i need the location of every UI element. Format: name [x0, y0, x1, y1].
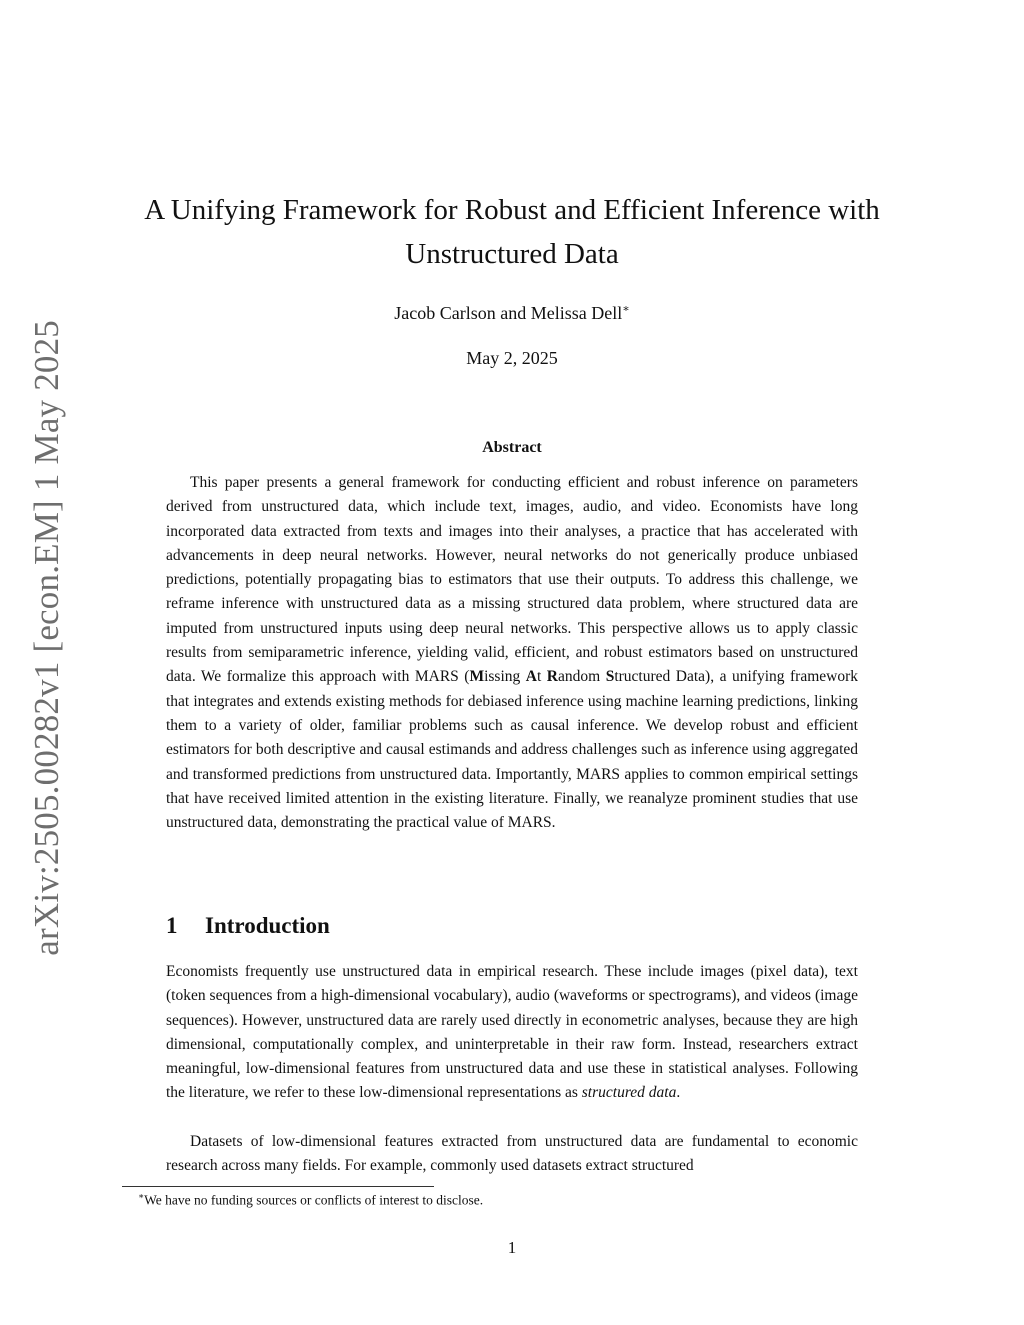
intro-paragraph-2: Datasets of low-dimensional features extracted from unstructured data are fundamental to economic research across many fields. For example, commonly used datasets extract structured [166, 1133, 858, 1175]
paper-title-line-1: A Unifying Framework for Robust and Efficient Inference with [144, 194, 880, 226]
intro-paragraph-1 [166, 960, 858, 1106]
section-heading-introduction [166, 913, 330, 939]
author-footnote-mark: ∗ [622, 303, 630, 315]
footnote-mark: ∗ [138, 1191, 145, 1201]
author-names: Jacob Carlson and Melissa Dell [394, 303, 623, 323]
arxiv-identifier: arXiv:2505.00282v1 [econ.EM] 1 May 2025 [27, 319, 66, 956]
abstract-body [166, 471, 858, 835]
footnote-divider [122, 1186, 434, 1187]
abstract-text-part-2: Data), a unifying framework that integrates and extends existing methods for debiased inference using machine learning predictions, linking them to a variety of older, familiar problems such as causal inference. We develop robust and efficient estimators for both descriptive and causal estimands and address challenges such as inference using aggregated and transformed predictions from unstructured data. Importantly, MARS applies to common empirical settings that have received limited attention in the existing literature. Finally, we reanalyze prominent studies that use unstructured data, demonstrating the practical value of MARS. [166, 668, 858, 832]
section-number: 1 [166, 913, 178, 938]
acronym-letter-a: A [525, 668, 537, 686]
intro-paragraph-1-end: . [676, 1084, 681, 1102]
footnote [138, 1191, 483, 1209]
arxiv-sidebar [22, 319, 72, 956]
intro-paragraph-1-text: Economists frequently use unstructured data in empirical research. These include images (pixel data), text (token sequences from a high-dimensional vocabulary), audio (waveforms or spectrograms), and videos (image sequences). However, unstructured data are rarely used directly in econometric analyses, because they are high dimensional, computationally complex, and uninterpretable in their raw form. Instead, researchers extract meaningful, low-dimensional features from unstructured data and use these in statistical analyses. Following the literature, we refer to these low-dimensional representations as [166, 963, 858, 1102]
acronym-letter-r: R [546, 668, 558, 686]
acronym-letter-s: S [605, 668, 615, 686]
abstract-text-part-1: This paper presents a general framework for conducting efficient and robust inference on parameters derived from unstructured data, which include text, images, audio, and video. Economists have long incorporated data extracted from texts and images into their analyses, a practice that has accelerated with advancements in deep neural networks. However, neural networks do not generically produce unbiased predictions, potentially propagating bias to estimators that use their outputs. To address this challenge, we reframe inference with unstructured data as a missing structured data problem, where structured data are imputed from unstructured inputs using deep neural networks. This perspective allows us to apply classic results from semiparametric inference, yielding valid, efficient, and robust estimators based on unstructured data. We formalize this approach with MARS ( [166, 474, 858, 686]
abstract-heading: Abstract [482, 439, 542, 456]
acronym-rest-andom: andom [558, 668, 606, 686]
paper-date: May 2, 2025 [466, 348, 558, 368]
acronym-rest-tructured: tructured [614, 668, 671, 686]
acronym-rest-t: t [536, 668, 547, 686]
section-title: Introduction [205, 913, 330, 938]
acronym-rest-issing: issing [484, 668, 526, 686]
paper-title-line-2: Unstructured Data [405, 238, 619, 270]
page-number: 1 [507, 1238, 517, 1257]
paper-title [100, 188, 924, 276]
footnote-text: We have no funding sources or conflicts of interest to disclose. [144, 1192, 484, 1208]
intro-emphasis-structured-data: structured data [581, 1084, 677, 1102]
acronym-letter-m: M [469, 668, 485, 686]
authors [0, 302, 1024, 324]
